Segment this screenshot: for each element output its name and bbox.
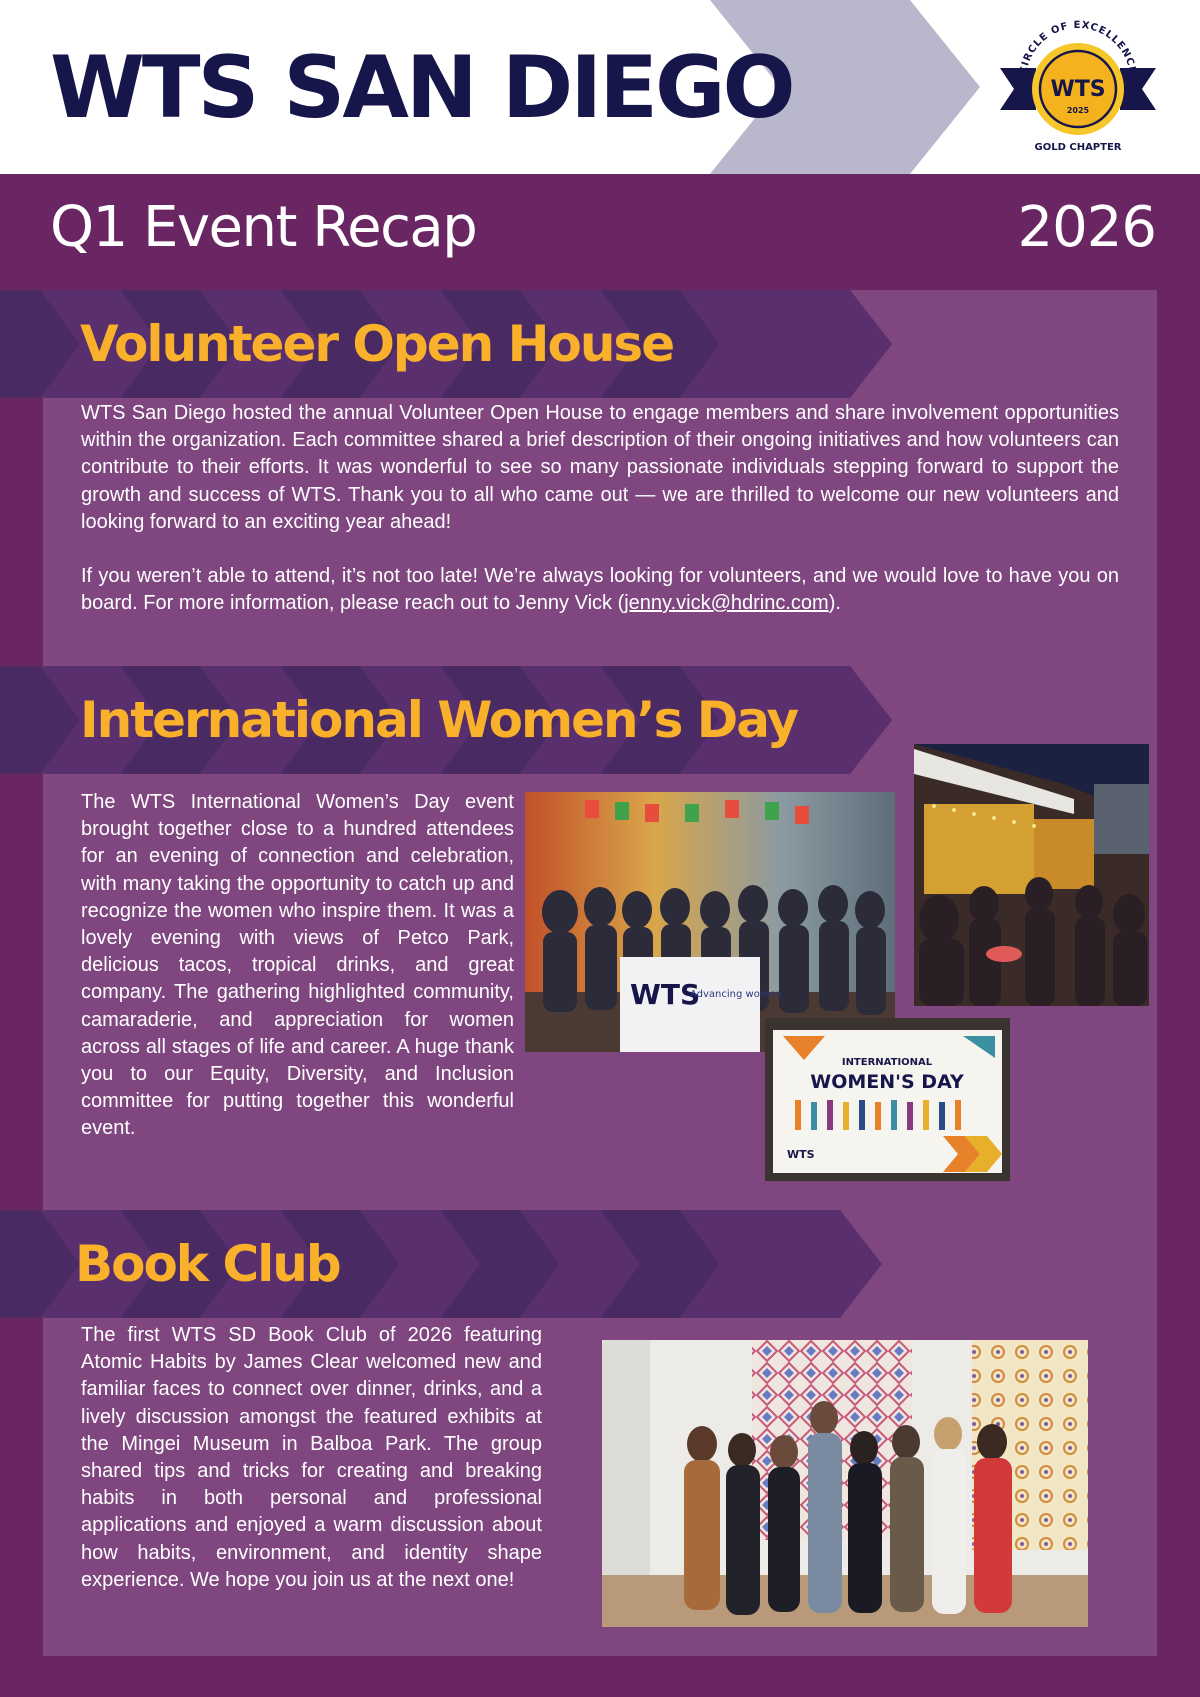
circle-of-excellence-badge bbox=[996, 18, 1160, 158]
section-title-book-club: Book Club bbox=[75, 1235, 340, 1293]
iwd-sign-photo bbox=[765, 1018, 1010, 1181]
book-club-group-photo bbox=[602, 1340, 1088, 1627]
photo-table-banner: Advancing women bbox=[690, 989, 783, 1000]
section-banner-iwd bbox=[0, 666, 900, 774]
page-header bbox=[0, 0, 1200, 174]
section-title-volunteer: Volunteer Open House bbox=[80, 315, 674, 373]
sign-line-2: WOMEN'S DAY bbox=[810, 1071, 964, 1093]
section-banner-book-club bbox=[0, 1210, 900, 1318]
badge-logo-text: WTS bbox=[1050, 77, 1106, 102]
recap-title: Q1 Event Recap bbox=[50, 195, 477, 260]
volunteer-contact-paragraph bbox=[81, 563, 1119, 617]
section-body-iwd: The WTS International Women’s Day event brought together close to a hundred attendees for an evening of connection and celebration, with many taking the opportunity to catch up and recognize the women who inspire them. It was a lovely evening with views of Petco Park, delicious tacos, tropical drinks, and great company. The gathering highlighted community, camaraderie, and appreciation for women across all stages of life and career. A huge thank you to our Equity, Diversity, and Inclusion committee for putting together this wonderful event. bbox=[81, 791, 514, 1140]
photo-table-logo: WTS bbox=[630, 978, 701, 1011]
volunteer-paragraph: WTS San Diego hosted the annual Volunteer Open House to engage members and share involvement opportunities within the organization. Each committee shared a brief description of their ongoing initiatives and how volunteers can contribute to their efforts. It was wonderful to see so many passionate individuals stepping forward to support the growth and success of WTS. Thank you to all who came out — we are thrilled to welcome our new volunteers and looking forward to an exciting year ahead! bbox=[81, 402, 1119, 533]
section-title-iwd: International Women’s Day bbox=[80, 691, 798, 749]
section-body-volunteer bbox=[81, 400, 1119, 617]
badge-year: 2025 bbox=[1066, 106, 1090, 115]
chapter-wordmark: WTS SAN DIEGO bbox=[50, 38, 793, 138]
sign-line-1: INTERNATIONAL bbox=[841, 1057, 933, 1068]
section-body-book-club: The first WTS SD Book Club of 2026 featuring Atomic Habits by James Clear welcomed new and familiar faces to connect over dinner, drinks, and a lively discussion amongst the featured exhibits at the Mingei Museum in Balboa Park. The group shared tips and tricks for creating and breaking habits in both personal and professional applications and enjoyed a warm discussion about how habits, environment, and identity shape experience. We hope you join us at the next one! bbox=[81, 1324, 542, 1591]
recap-year: 2026 bbox=[1017, 195, 1156, 260]
section-banner-volunteer bbox=[0, 290, 900, 398]
badge-bottom-text: GOLD CHAPTER bbox=[1034, 142, 1122, 153]
contact-suffix: ). bbox=[828, 592, 841, 615]
sign-footer-logo: WTS bbox=[787, 1148, 815, 1161]
recap-title-bar bbox=[0, 174, 1200, 290]
iwd-patio-photo bbox=[914, 744, 1149, 1006]
badge-arc-text: IRCLE OF EXCELLENC bbox=[1020, 19, 1137, 68]
contact-email-link[interactable]: jenny.vick@hdrinc.com bbox=[624, 592, 829, 615]
iwd-group-photo bbox=[525, 792, 895, 1052]
contact-prefix: If you weren’t able to attend, it’s not too late! We’re always looking for volunteers, and we would love to have you on board. For more information, please reach out to Jenny Vick ( bbox=[81, 565, 1119, 615]
